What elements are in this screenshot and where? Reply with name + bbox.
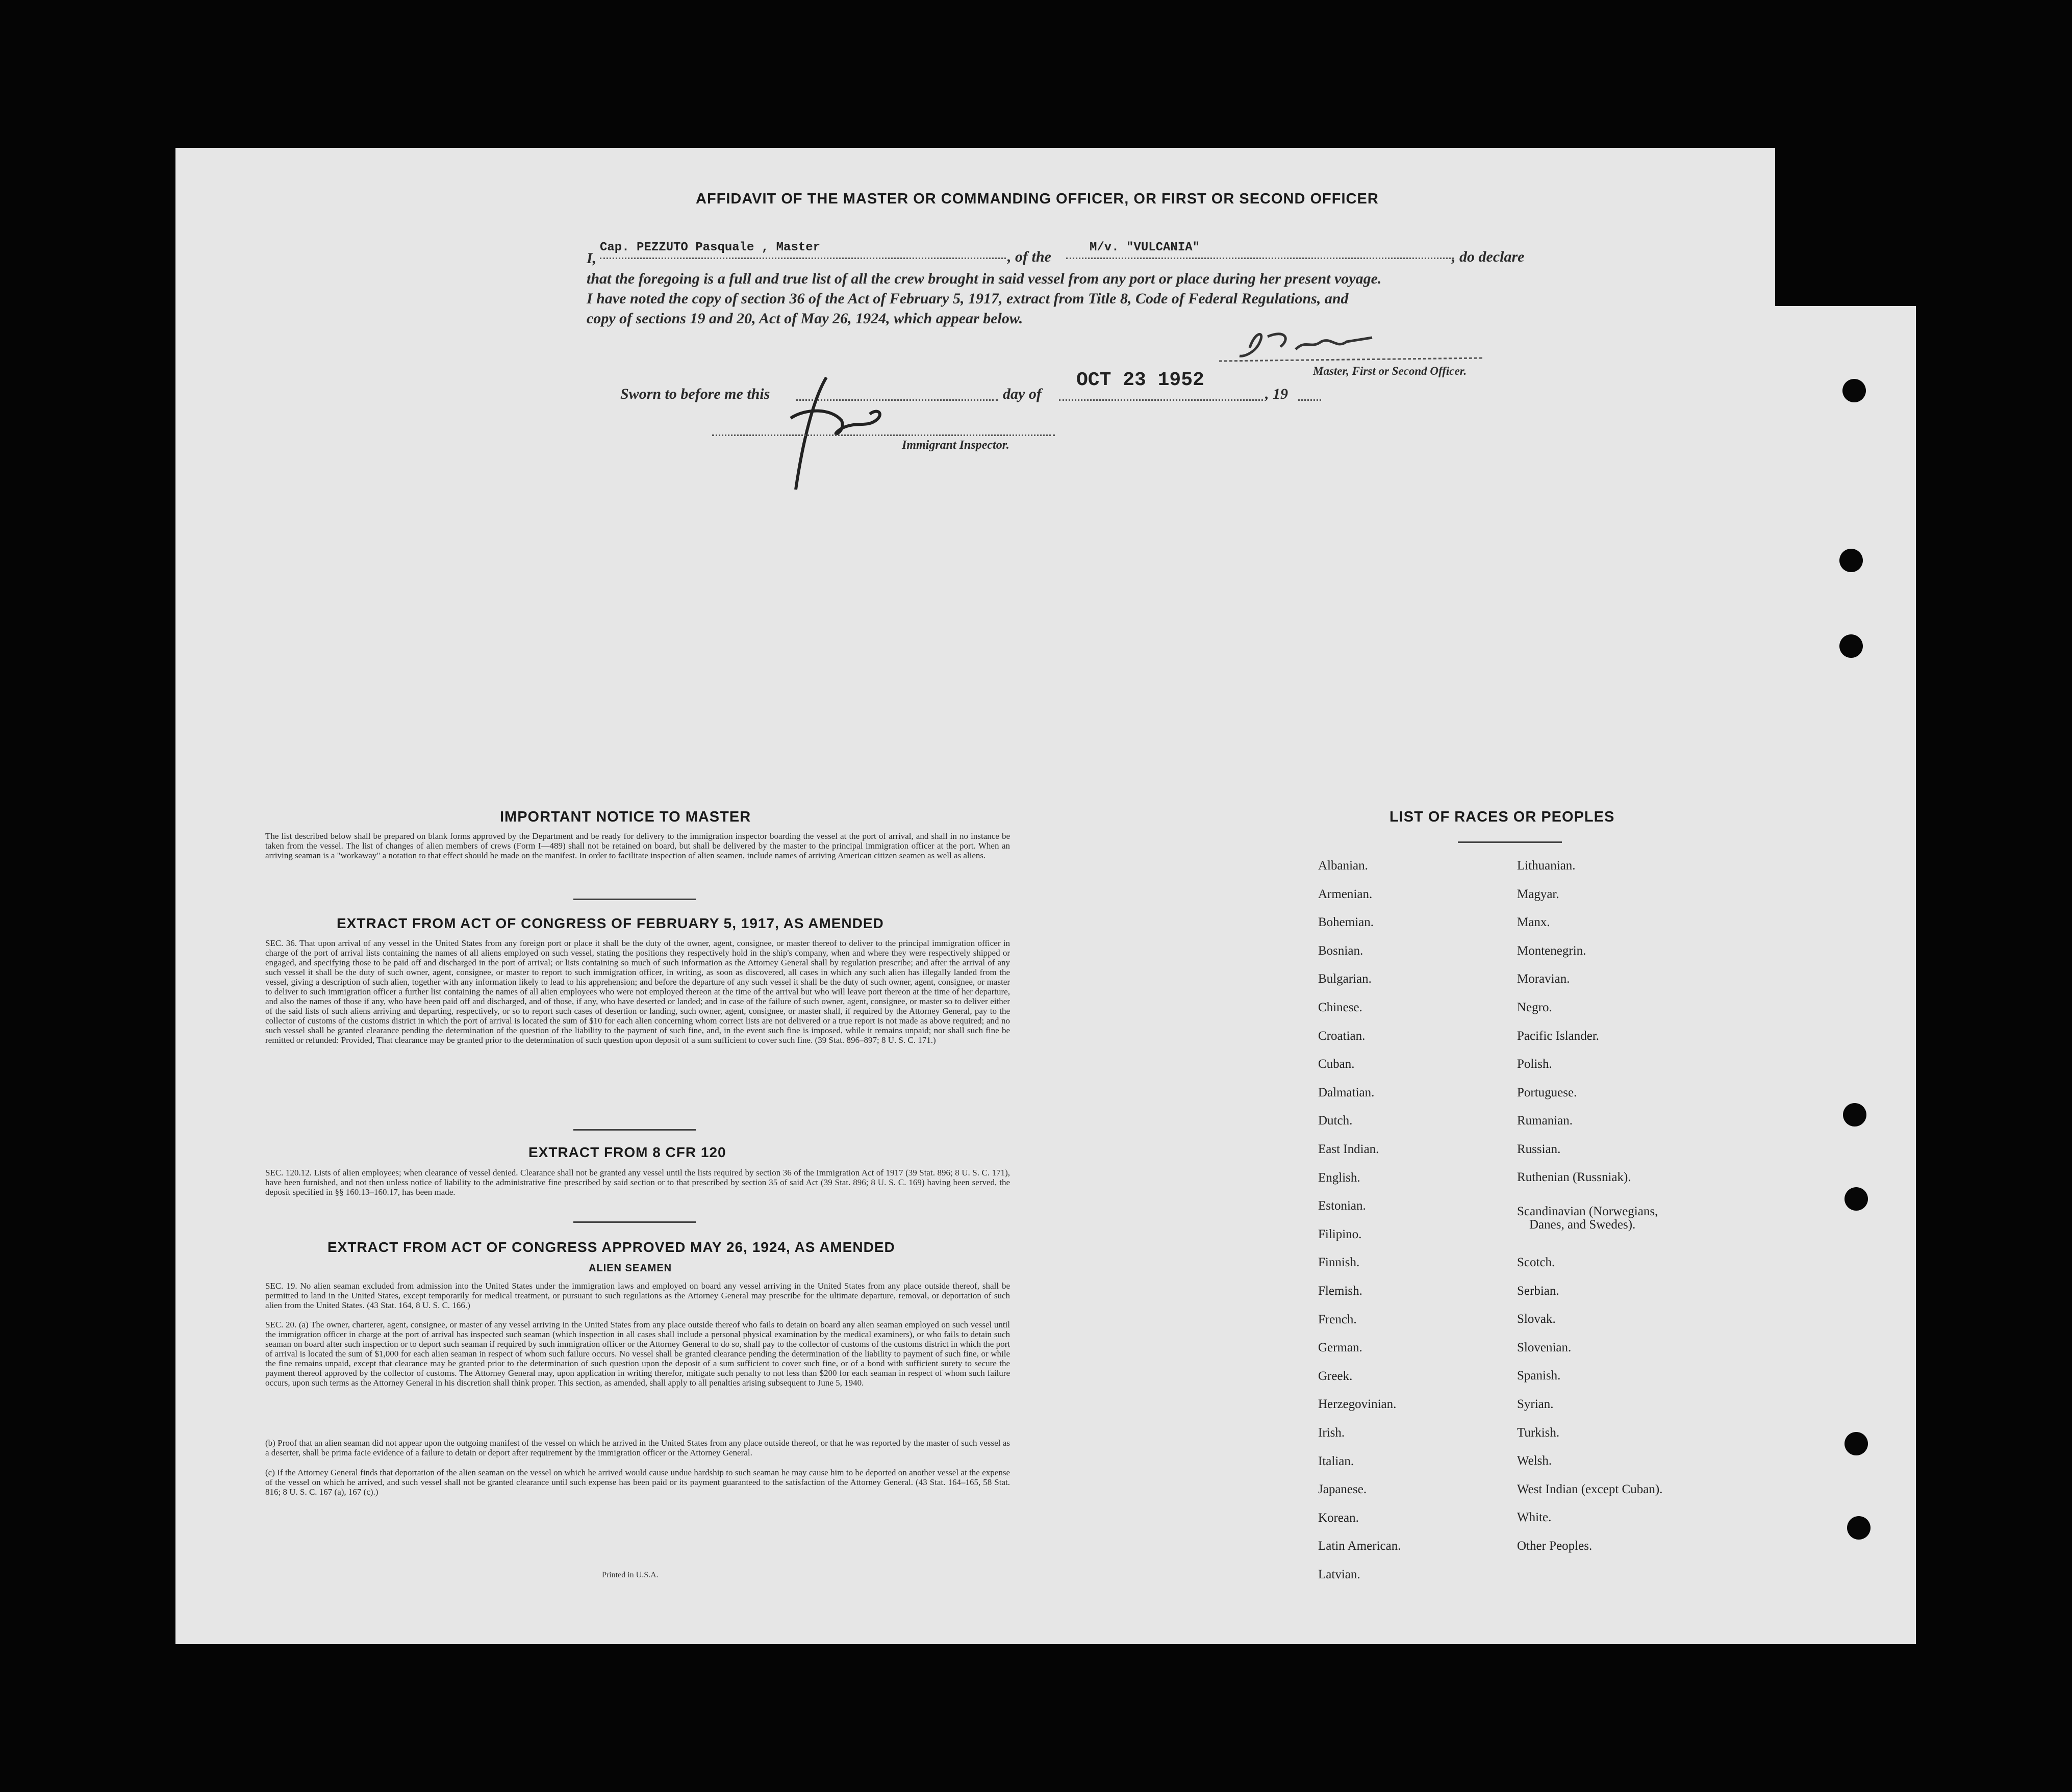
race-item: Albanian. bbox=[1318, 859, 1368, 873]
race-item: Irish. bbox=[1318, 1426, 1345, 1440]
affidavit-line-4: copy of sections 19 and 20, Act of May 26, 1924, which appear below. bbox=[587, 310, 1023, 327]
race-item: Moravian. bbox=[1517, 972, 1570, 986]
notice-body: The list described below shall be prepared on blank forms approved by the Department and be ready for delivery to the immigration inspector boarding the vessel at the port of arrival, and shall in no instance be taken from the vessel. The list of changes of alien members of crews (Form I—489) shall not be retained on board, but shall be delivered by the master to the principal immigration officer at the port. When an arriving seaman is a "workaway" a notation to that effect should be made on the manifest. In order to facilitate inspection of alien seamen, include names of arriving American citizen seamen as well as aliens. bbox=[265, 831, 1010, 860]
race-item: Scandinavian (Norwegians, bbox=[1517, 1205, 1658, 1218]
punch-hole bbox=[1843, 1103, 1866, 1127]
race-item: Filipino. bbox=[1318, 1227, 1362, 1241]
race-item: Syrian. bbox=[1517, 1397, 1554, 1411]
race-item: English. bbox=[1318, 1170, 1360, 1185]
divider bbox=[573, 1129, 696, 1131]
day-of-label: day of bbox=[1003, 386, 1042, 402]
race-item: Negro. bbox=[1517, 1001, 1552, 1014]
race-item: Montenegrin. bbox=[1517, 944, 1586, 958]
race-item: Korean. bbox=[1318, 1511, 1359, 1525]
punch-hole bbox=[1839, 549, 1863, 572]
race-item: East Indian. bbox=[1318, 1142, 1379, 1156]
extract-1917-title: EXTRACT FROM ACT OF CONGRESS OF FEBRUARY 5, 1917, AS AMENDED bbox=[337, 915, 884, 931]
of-the-label: , of the bbox=[1007, 248, 1051, 265]
race-item: Manx. bbox=[1517, 915, 1550, 929]
divider bbox=[573, 1221, 696, 1223]
inspector-line bbox=[712, 434, 1055, 436]
race-item: Rumanian. bbox=[1517, 1114, 1573, 1128]
race-item: Welsh. bbox=[1517, 1454, 1552, 1468]
race-item: German. bbox=[1318, 1341, 1362, 1355]
race-item: Dalmatian. bbox=[1318, 1085, 1375, 1099]
extract-cfr-body: SEC. 120.12. Lists of alien employees; when clearance of vessel denied. Clearance shall not be granted any vessel until the lists required by section 36 of the Immigration Act of 1917 (39 Stat. 896; 8 U. S. C. 171), have been furnished, and not then unless notice of liability to the administrative fine prescribed by said section or to that prescribed by section 35 of said Act (39 Stat. 896; 8 U. S. C. 169) having been served, the deposit specified in §§ 160.13–160.17, has been made. bbox=[265, 1168, 1010, 1197]
sec-19: SEC. 19. No alien seaman excluded from admission into the United States under the immigration laws and employed on board any vessel arriving in the United States from any place outside thereof, shall be permitted to land in the United States, except temporarily for medical treatment, or pursuant to such regulations as the Attorney General may prescribe for the ultimate departure, removal, or deportation of such alien from the United States. (43 Stat. 164, 8 U. S. C. 166.) bbox=[265, 1281, 1010, 1310]
alien-seamen-subtitle: ALIEN SEAMEN bbox=[589, 1263, 672, 1274]
extract-1924-title: EXTRACT FROM ACT OF CONGRESS APPROVED MAY 26, 1924, AS AMENDED bbox=[327, 1239, 895, 1255]
extract-cfr-title: EXTRACT FROM 8 CFR 120 bbox=[528, 1144, 726, 1160]
vessel-name: M/v. "VULCANIA" bbox=[1090, 241, 1200, 254]
vessel-line bbox=[1066, 258, 1454, 259]
sworn-label: Sworn to before me this bbox=[620, 386, 770, 402]
race-item: Lithuanian. bbox=[1517, 859, 1576, 873]
master-caption: Master, First or Second Officer. bbox=[1313, 365, 1467, 377]
inspector-signature bbox=[724, 372, 888, 495]
sec-20a: SEC. 20. (a) The owner, charterer, agent, consignee, or master of any vessel arriving in the United States from any place outside thereof who fails to detain on board any alien seaman employed on such vessel until the immigration officer in charge at the port of arrival has inspected such seaman (which inspection in all cases shall include a personal physical examination by the medical examiners), or who fails to detain such seaman on board after such inspection or to deport such seaman if required by such immigration officer or the Attorney General to do so, shall pay to the collector of customs of the customs district in which the port of arrival is located the sum of $1,000 for each alien seaman in respect of whom such failure occurs. No vessel shall be granted clearance pending the determination of the liability to payment of such fine, or while the fine remains unpaid, except that clearance may be granted prior to the determination of such question upon the deposit of a sum sufficient to cover such fine, or of a bond with sufficient surety to secure the payment thereof approved by the collector of customs. The Attorney General may, upon application in writing therefor, mitigate such penalty to not less than $200 for each seaman in respect of whom such failure occurs, upon such terms as the Attorney General in his discretion shall think proper. This section, as amended, shall apply to all penalties arising subsequent to June 5, 1940. bbox=[265, 1320, 1010, 1388]
race-item: Latin American. bbox=[1318, 1539, 1401, 1553]
sec-20c: (c) If the Attorney General finds that deportation of the alien seaman on the vessel on which he arrived would cause undue hardship to such seaman he may cause him to be deported on another vessel at the expense of the vessel on which he arrived, and such vessel shall not be granted clearance until such expense has been paid or its payment guaranteed to the satisfaction of the Attorney General. (43 Stat. 164–165, 58 Stat. 816; 8 U. S. C. 167 (a), 167 (c).) bbox=[265, 1468, 1010, 1497]
race-item: Other Peoples. bbox=[1517, 1539, 1593, 1553]
race-item: Slovenian. bbox=[1517, 1341, 1572, 1354]
race-item: Slovak. bbox=[1517, 1312, 1556, 1326]
race-item: Portuguese. bbox=[1517, 1086, 1577, 1099]
race-item: Russian. bbox=[1517, 1142, 1561, 1156]
races-title: LIST OF RACES OR PEOPLES bbox=[1389, 809, 1615, 825]
race-item: Spanish. bbox=[1517, 1369, 1561, 1383]
race-item: Flemish. bbox=[1318, 1284, 1362, 1298]
sec-20b: (b) Proof that an alien seaman did not appear upon the outgoing manifest of the vessel on which he arrived in the United States from any place outside thereof, or that he was reported by the master of such vessel as a deserter, shall be prima facie evidence of a failure to detain or deport after requirement by the immigration officer or the Attorney General. bbox=[265, 1438, 1010, 1457]
race-item: Bosnian. bbox=[1318, 943, 1363, 958]
extract-1917-body: SEC. 36. That upon arrival of any vessel in the United States from any foreign port or place it shall be the duty of the owner, agent, consignee, or master thereof to deliver to the principal immigration officer in charge of the port of arrival lists containing the names of all aliens employed on such vessel, stating the positions they respectively hold in the ship's company, when and where they were respectively shipped or engaged, and specifying those to be paid off and discharged in the port of arrival; or lists containing so much of such information as the Attorney General shall by regulation prescribe; and after the arrival of any such vessel it shall be the duty of such owner, agent, consignee, or master to report to such immigration officer, in writing, as soon as discovered, all cases in which any such alien has illegally landed from the vessel, giving a description of such alien, together with any information likely to lead to his apprehension; and before the departure of any such vessel it shall be the duty of such owner, agent, consignee, or master to deliver to such immigration officer a further list containing the names of all alien employees who were not employed thereon at the time of the arrival but who will leave port thereon at the time of her departure, and also the names of those if any, who have been paid off and discharged, and of those, if any, who have deserted or landed; and in case of the failure of such owner, agent, consignee, or master so to deliver either of the said lists of such aliens arriving and departing, respectively, or so to report such cases of desertion or landing, such owner, agent, consignee, or master shall, if required by the Attorney General, pay to the collector of customs of the customs district in which the port of arrival is located the sum of $10 for each alien concerning whom correct lists are not delivered or a true report is not made as above required; and no such vessel shall be granted clearance pending the determination of the question of the liability to the payment of such fine, and, in the event such fine is imposed, while it remains unpaid; nor shall such fine be remitted or refunded: Provided, That clearance may be granted prior to the determination of such question upon deposit of a sum sufficient to cover such fine. (39 Stat. 896–897; 8 U. S. C. 171.) bbox=[265, 938, 1010, 1045]
punch-hole bbox=[1839, 634, 1863, 658]
divider bbox=[1458, 841, 1562, 843]
notice-title: IMPORTANT NOTICE TO MASTER bbox=[500, 809, 751, 825]
year-label: , 19 bbox=[1265, 386, 1288, 402]
year-line bbox=[1298, 399, 1321, 401]
i-label: I, bbox=[587, 250, 597, 267]
affidavit-line-3: I have noted the copy of section 36 of the Act of February 5, 1917, extract from Title 8, Code of Federal Regulations, and bbox=[587, 290, 1349, 307]
race-item: Magyar. bbox=[1517, 887, 1559, 901]
document-page bbox=[175, 148, 1916, 1644]
date-stamp: OCT 23 1952 bbox=[1076, 369, 1204, 391]
race-item: Bohemian. bbox=[1318, 915, 1374, 930]
torn-corner bbox=[1775, 143, 1928, 306]
race-item: Latvian. bbox=[1318, 1568, 1360, 1581]
punch-hole bbox=[1844, 1187, 1868, 1211]
race-item: Greek. bbox=[1318, 1369, 1353, 1383]
affidavit-line-2: that the foregoing is a full and true list of all the crew brought in said vessel from any port or place during her present voyage. bbox=[587, 270, 1382, 287]
race-item: Dutch. bbox=[1318, 1114, 1353, 1128]
master-name: Cap. PEZZUTO Pasquale , Master bbox=[600, 241, 821, 254]
race-item: White. bbox=[1517, 1511, 1552, 1524]
race-item: Croatian. bbox=[1318, 1029, 1366, 1043]
race-item: Ruthenian (Russniak). bbox=[1517, 1170, 1631, 1184]
race-item: Japanese. bbox=[1318, 1482, 1367, 1497]
affidavit-title: AFFIDAVIT OF THE MASTER OR COMMANDING OFFICER, OR FIRST OR SECOND OFFICER bbox=[696, 191, 1379, 207]
race-item: Chinese. bbox=[1318, 1001, 1362, 1014]
race-item: Finnish. bbox=[1318, 1256, 1360, 1270]
race-item: Herzegovinian. bbox=[1318, 1397, 1397, 1412]
divider bbox=[573, 899, 696, 900]
race-item: Serbian. bbox=[1517, 1284, 1559, 1298]
race-item: Bulgarian. bbox=[1318, 972, 1372, 986]
race-item: Italian. bbox=[1318, 1454, 1354, 1468]
date-line bbox=[1059, 399, 1263, 401]
race-item: Danes, and Swedes). bbox=[1529, 1218, 1636, 1232]
race-item: Armenian. bbox=[1318, 887, 1373, 901]
race-item: West Indian (except Cuban). bbox=[1517, 1482, 1663, 1496]
race-item: Polish. bbox=[1517, 1057, 1552, 1071]
race-item: Scotch. bbox=[1517, 1256, 1555, 1269]
race-item: Estonian. bbox=[1318, 1199, 1366, 1213]
punch-hole bbox=[1844, 1432, 1868, 1455]
punch-hole bbox=[1847, 1516, 1871, 1540]
master-name-line bbox=[600, 258, 1006, 259]
printed-in-usa: Printed in U.S.A. bbox=[602, 1571, 659, 1579]
race-item: Cuban. bbox=[1318, 1057, 1355, 1071]
inspector-caption: Immigrant Inspector. bbox=[902, 439, 1009, 452]
master-signature bbox=[1219, 326, 1505, 367]
punch-hole bbox=[1842, 379, 1866, 402]
race-item: Turkish. bbox=[1517, 1426, 1560, 1440]
race-item: Pacific Islander. bbox=[1517, 1029, 1600, 1043]
race-item: French. bbox=[1318, 1312, 1357, 1326]
do-declare-label: , do declare bbox=[1452, 248, 1525, 265]
